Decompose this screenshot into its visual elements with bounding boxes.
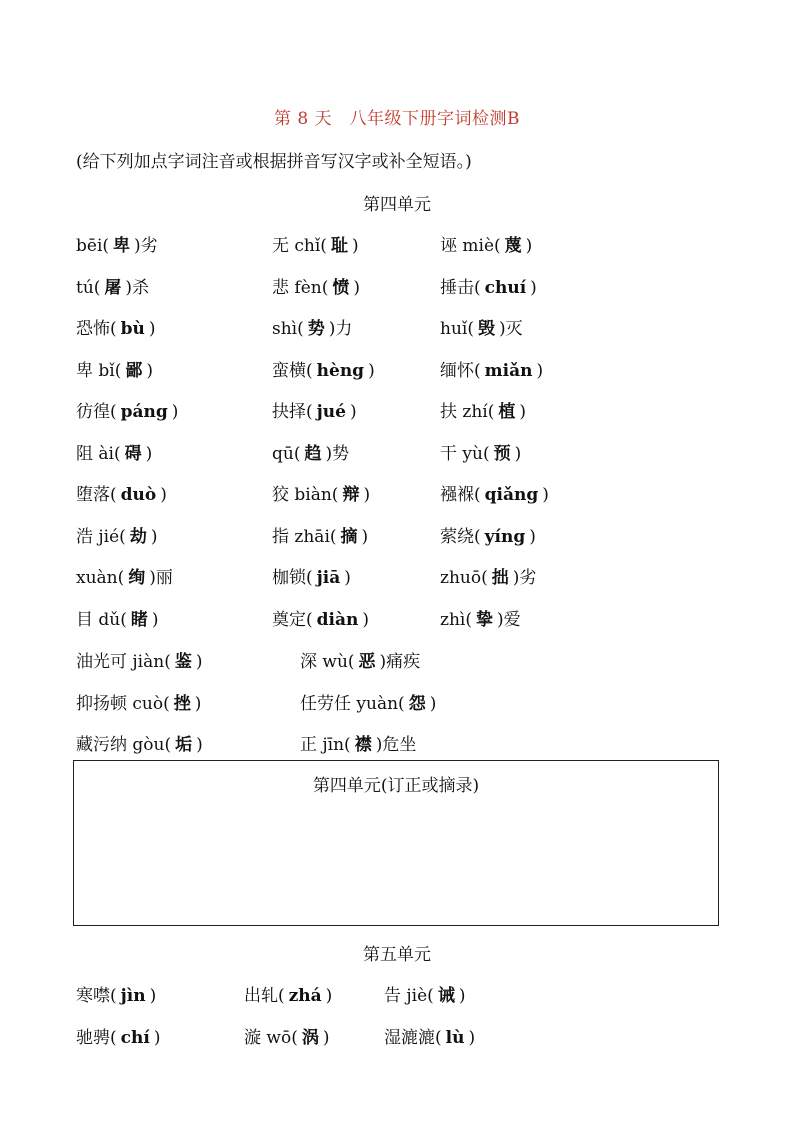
vocab-item (440, 563, 536, 588)
vocab-item (76, 730, 203, 755)
vocab-answer: 趋 (304, 443, 322, 464)
vocab-suffix: ) (160, 485, 167, 505)
vocab-answer: jué (316, 402, 346, 422)
vocab-answer: 辩 (342, 485, 360, 505)
vocab-suffix: ) (536, 360, 544, 381)
vocab-row (76, 1023, 754, 1047)
vocab-answer: 摘 (340, 526, 358, 547)
vocab-answer: bù (120, 319, 145, 339)
vocab-answer: 怨 (408, 693, 426, 714)
unit5-heading: 第五单元 (363, 945, 431, 965)
vocab-answer: 挫 (173, 693, 191, 714)
vocab-suffix: ) (542, 485, 549, 505)
vocab-answer: zhá (288, 986, 322, 1006)
vocab-item (272, 480, 370, 505)
vocab-answer: 毁 (477, 319, 495, 339)
vocab-answer: 碍 (124, 443, 142, 464)
vocab-row (76, 273, 754, 297)
vocab-item (300, 730, 416, 755)
vocab-row (76, 522, 754, 546)
vocab-suffix: ) (344, 568, 351, 588)
vocab-item (76, 1023, 160, 1048)
vocab-suffix: ) (195, 652, 203, 672)
vocab-suffix: ) (325, 986, 333, 1006)
vocab-suffix: ) (361, 526, 369, 547)
vocab-suffix: ) (148, 319, 156, 339)
vocab-suffix: )劣 (512, 568, 537, 588)
vocab-item (300, 647, 420, 672)
vocab-suffix: )力 (328, 319, 353, 339)
vocab-prefix: 任劳任 yuàn( (300, 693, 405, 714)
vocab-suffix: )丽 (149, 568, 173, 588)
vocab-item (300, 689, 436, 714)
vocab-prefix: 扶 zhí( (440, 402, 495, 422)
vocab-suffix: )危坐 (375, 735, 417, 755)
vocab-suffix: ) (149, 986, 157, 1006)
vocab-suffix: ) (429, 693, 437, 714)
vocab-suffix: ) (514, 443, 522, 464)
vocab-prefix: 彷徨( (76, 402, 117, 422)
vocab-suffix: ) (145, 443, 153, 464)
vocab-prefix: 目 dǔ( (76, 609, 127, 630)
vocab-suffix: ) (146, 360, 153, 381)
vocab-prefix: 恐怖( (76, 319, 117, 339)
vocab-item (76, 689, 201, 714)
vocab-answer: 耻 (330, 236, 348, 256)
vocab-item (76, 563, 173, 588)
vocab-prefix: 悲 fèn( (272, 277, 329, 298)
vocab-suffix: ) (368, 360, 375, 381)
vocab-prefix: 漩 wō( (244, 1027, 298, 1048)
vocab-item (76, 397, 178, 422)
vocab-item (244, 981, 332, 1006)
vocab-suffix: )杀 (125, 277, 150, 298)
vocab-prefix: shì( (272, 319, 304, 339)
vocab-prefix: 深 wù( (300, 652, 355, 672)
vocab-answer: 恶 (358, 652, 376, 672)
vocab-prefix: 指 zhāi( (272, 526, 337, 547)
vocab-suffix: )痛疾 (379, 652, 421, 672)
vocab-suffix: ) (525, 236, 533, 256)
vocab-suffix: )势 (325, 443, 350, 464)
vocab-prefix: 堕落( (76, 485, 117, 505)
vocab-row (76, 730, 754, 754)
vocab-answer: 势 (307, 319, 325, 339)
vocab-answer: 劫 (129, 526, 147, 547)
vocab-prefix: qū( (272, 443, 301, 464)
vocab-item (384, 1023, 475, 1048)
vocab-suffix: ) (529, 526, 536, 547)
vocab-row (76, 563, 754, 587)
vocab-prefix: 藏污纳 gòu( (76, 735, 172, 755)
vocab-answer: 卑 (113, 236, 131, 256)
vocab-prefix: 萦绕( (440, 526, 481, 547)
vocab-item (440, 480, 549, 505)
vocab-answer: 屠 (104, 277, 122, 298)
vocab-answer: jiā (316, 568, 341, 588)
vocab-item (76, 356, 153, 381)
vocab-answer: 预 (493, 443, 511, 464)
vocab-suffix: ) (351, 236, 359, 256)
vocab-prefix: zhì( (440, 609, 472, 630)
vocab-answer: 诫 (437, 986, 455, 1006)
vocab-answer: jìn (120, 986, 146, 1006)
vocab-suffix: )爱 (496, 609, 521, 630)
vocab-item (440, 397, 526, 422)
vocab-prefix: bēi( (76, 236, 110, 256)
vocab-item (272, 273, 360, 298)
vocab-item (76, 439, 152, 464)
vocab-item (440, 273, 537, 298)
vocab-answer: 垢 (175, 735, 193, 755)
vocab-prefix: 干 yù( (440, 443, 490, 464)
vocab-answer: chuí (484, 277, 527, 298)
vocab-answer: yíng (484, 526, 526, 547)
vocab-prefix: 卑 bǐ( (76, 360, 122, 381)
vocab-item (76, 273, 149, 298)
vocab-prefix: 无 chǐ( (272, 236, 327, 256)
vocab-row (76, 689, 754, 713)
vocab-prefix: 蛮横( (272, 360, 313, 381)
vocab-answer: 鄙 (125, 360, 143, 381)
vocab-prefix: xuàn( (76, 568, 125, 588)
vocab-prefix: 出轧( (244, 986, 285, 1006)
vocab-row (76, 647, 754, 671)
vocab-item (76, 981, 156, 1006)
vocab-item (272, 356, 375, 381)
vocab-answer: diàn (316, 609, 359, 630)
vocab-prefix: 浩 jié( (76, 526, 126, 547)
vocab-prefix: huǐ( (440, 319, 474, 339)
vocab-suffix: )劣 (134, 236, 158, 256)
vocab-answer: 睹 (130, 609, 148, 630)
vocab-item (272, 522, 368, 547)
vocab-prefix: 油光可 jiàn( (76, 652, 171, 672)
vocab-answer: 挚 (475, 609, 493, 630)
vocab-prefix: 抉择( (272, 402, 313, 422)
instructions: (给下列加点字词注音或根据拼音写汉字或补全短语。) (76, 152, 472, 172)
vocab-answer: qiǎng (484, 485, 539, 505)
vocab-suffix: ) (458, 986, 466, 1006)
vocab-item (244, 1023, 329, 1048)
vocab-prefix: 狡 biàn( (272, 485, 339, 505)
vocab-answer: hèng (316, 360, 365, 381)
vocab-suffix: ) (363, 485, 371, 505)
vocab-prefix: 寒噤( (76, 986, 117, 1006)
correction-box-title: 第四单元(订正或摘录) (312, 776, 480, 796)
vocab-prefix: 奠定( (272, 609, 313, 630)
vocab-prefix: 枷锁( (272, 568, 313, 588)
vocab-answer: 鉴 (174, 652, 192, 672)
vocab-row (76, 981, 754, 1005)
vocab-answer: 襟 (354, 735, 372, 755)
vocab-answer: chí (120, 1027, 150, 1048)
vocab-item (76, 522, 157, 547)
vocab-row (76, 480, 754, 504)
vocab-item (440, 522, 536, 547)
vocab-answer: 植 (498, 402, 516, 422)
vocab-answer: 拙 (491, 568, 509, 588)
vocab-answer: 绚 (128, 568, 146, 588)
vocab-prefix: 驰骋( (76, 1027, 117, 1048)
vocab-item (272, 605, 369, 630)
vocab-suffix: ) (468, 1027, 476, 1048)
vocab-answer: duò (120, 485, 157, 505)
vocab-suffix: ) (196, 735, 203, 755)
vocab-item (440, 314, 523, 339)
vocab-suffix: ) (151, 609, 159, 630)
vocab-item (272, 563, 351, 588)
correction-box[interactable] (73, 760, 719, 926)
vocab-row (76, 314, 754, 338)
vocab-suffix: )灭 (498, 319, 523, 339)
vocab-item (76, 647, 202, 672)
vocab-prefix: tú( (76, 277, 101, 298)
vocab-item (384, 981, 465, 1006)
vocab-item (272, 439, 349, 464)
vocab-suffix: ) (322, 1027, 330, 1048)
vocab-item (440, 439, 521, 464)
vocab-row (76, 605, 754, 629)
unit4-heading: 第四单元 (363, 195, 431, 215)
vocab-prefix: 缅怀( (440, 360, 481, 381)
vocab-row (76, 397, 754, 421)
vocab-prefix: 告 jiè( (384, 986, 434, 1006)
vocab-prefix: 捶击( (440, 277, 481, 298)
vocab-prefix: 襁褓( (440, 485, 481, 505)
vocab-item (272, 314, 352, 339)
vocab-answer: lù (445, 1027, 465, 1048)
vocab-answer: 蔑 (504, 236, 522, 256)
vocab-prefix: 正 jīn( (300, 735, 351, 755)
vocab-suffix: ) (349, 402, 357, 422)
vocab-item (440, 356, 543, 381)
vocab-item (440, 605, 521, 630)
vocab-item (76, 231, 158, 256)
vocab-row (76, 356, 754, 380)
vocab-prefix: zhuō( (440, 568, 488, 588)
vocab-answer: páng (120, 402, 168, 422)
vocab-row (76, 231, 754, 255)
vocab-item (440, 231, 532, 256)
vocab-suffix: ) (153, 1027, 161, 1048)
vocab-suffix: ) (150, 526, 158, 547)
vocab-item (76, 314, 156, 339)
vocab-item (76, 605, 159, 630)
vocab-item (272, 231, 359, 256)
vocab-suffix: ) (362, 609, 370, 630)
vocab-prefix: 诬 miè( (440, 236, 501, 256)
vocab-prefix: 湿漉漉( (384, 1027, 442, 1048)
vocab-item (272, 397, 357, 422)
page-title: 第 8 天 八年级下册字词检测B (273, 109, 521, 129)
vocab-prefix: 阻 ài( (76, 443, 121, 464)
vocab-answer: miǎn (484, 360, 533, 381)
vocab-prefix: 抑扬顿 cuò( (76, 693, 170, 714)
vocab-item (76, 480, 167, 505)
vocab-suffix: ) (530, 277, 537, 298)
vocab-answer: 愤 (332, 277, 350, 298)
vocab-answer: 涡 (301, 1027, 319, 1048)
vocab-suffix: ) (353, 277, 360, 298)
vocab-suffix: ) (194, 693, 202, 714)
vocab-suffix: ) (519, 402, 527, 422)
vocab-row (76, 439, 754, 463)
vocab-suffix: ) (171, 402, 179, 422)
